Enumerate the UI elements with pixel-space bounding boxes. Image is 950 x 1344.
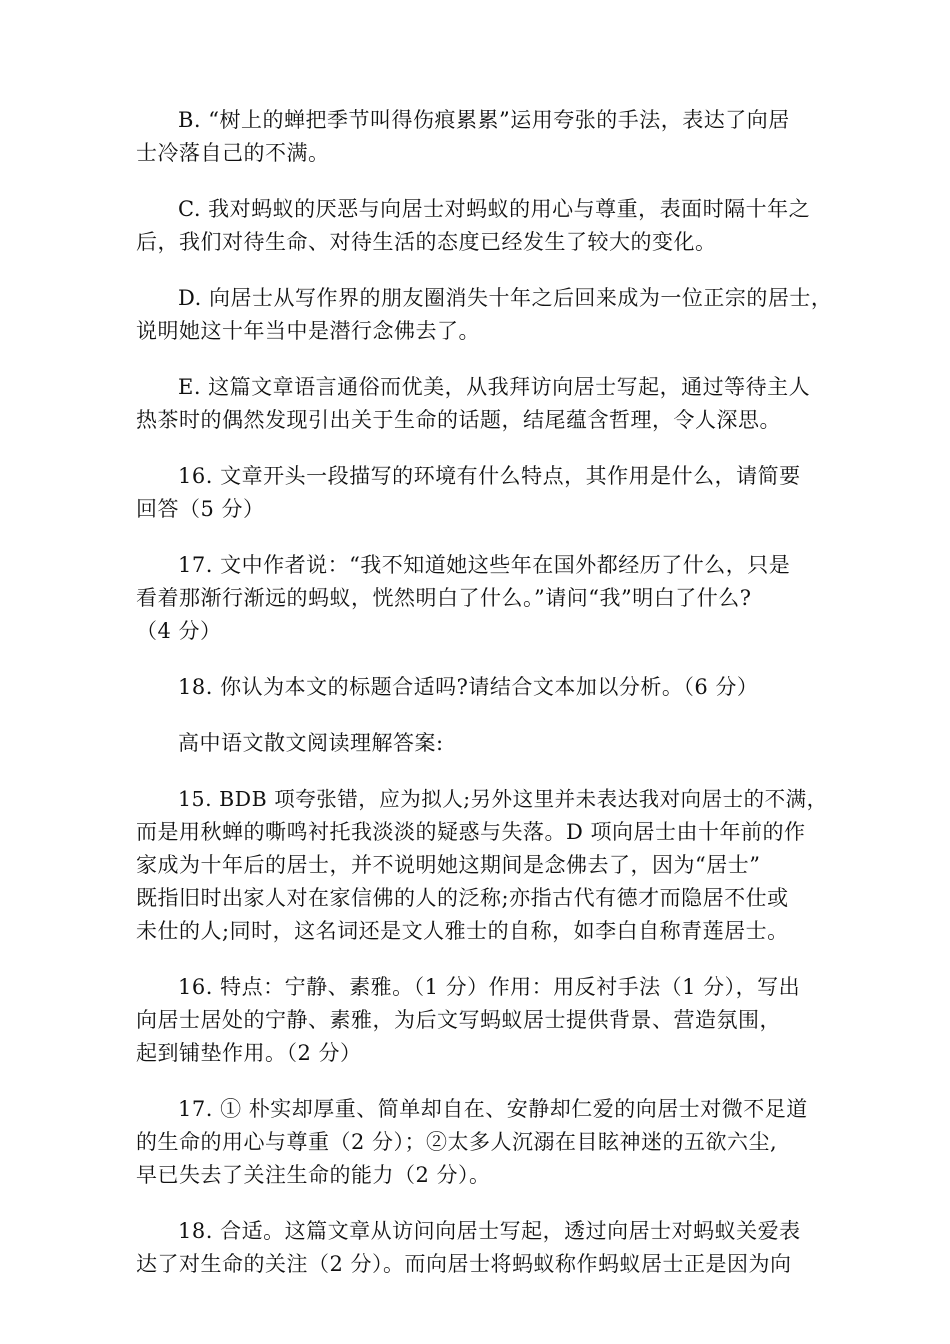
answer-16-paragraph (136, 971, 836, 1070)
text-line: C. 我对蚂蚁的厌恶与向居士对蚂蚁的用心与尊重，表面时隔十年之 (178, 197, 811, 221)
option-b-paragraph (136, 104, 836, 170)
option-c-paragraph (136, 193, 836, 259)
text-line: 16. 文章开头一段描写的环境有什么特点，其作用是什么，请简要 (178, 464, 801, 488)
text-line: 而是用秋蝉的嘶鸣衬托我淡淡的疑惑与失落。D 项向居士由十年前的作 (136, 820, 806, 844)
answer-18-paragraph (136, 1215, 836, 1281)
answer-15-paragraph (136, 783, 836, 948)
option-d-paragraph (136, 282, 836, 348)
answers-heading (136, 727, 836, 760)
text-line: 17. ① 朴实却厚重、简单却自在、安静却仁爱的向居士对微不足道 (178, 1097, 808, 1121)
text-line: 后，我们对待生命、对待生活的态度已经发生了较大的变化。 (136, 230, 717, 254)
answer-17-paragraph (136, 1093, 836, 1192)
text-line: 高中语文散文阅读理解答案: (178, 731, 444, 755)
text-line: D. 向居士从写作界的朋友圈消失十年之后回来成为一位正宗的居士， (178, 286, 833, 310)
question-18-paragraph (136, 671, 836, 704)
text-line: 的生命的用心与尊重（2 分）；②太多人沉溺在目眩神迷的五欲六尘, (136, 1130, 778, 1154)
text-line: 18. 你认为本文的标题合适吗?请结合文本加以分析。（6 分） (178, 675, 759, 699)
text-line: E. 这篇文章语言通俗而优美，从我拜访向居士写起，通过等待主人 (178, 375, 811, 399)
document-body (136, 104, 836, 1304)
option-e-paragraph (136, 371, 836, 437)
question-17-paragraph (136, 549, 836, 648)
text-line: 说明她这十年当中是潜行念佛去了。 (136, 319, 480, 343)
text-line: 回答（5 分） (136, 497, 265, 521)
text-line: 达了对生命的关注（2 分）。而向居士将蚂蚁称作蚂蚁居士正是因为向 (136, 1252, 792, 1276)
question-16-paragraph (136, 460, 836, 526)
text-line: 17. 文中作者说：“我不知道她这些年在国外都经历了什么，只是 (178, 553, 791, 577)
text-line: 士冷落自己的不满。 (136, 141, 330, 165)
text-line: 既指旧时出家人对在家信佛的人的泛称;亦指古代有德才而隐居不仕或 (136, 886, 789, 910)
text-line: B. “树上的蝉把季节叫得伤痕累累”运用夸张的手法，表达了向居 (178, 108, 790, 132)
text-line: 16. 特点：宁静、素雅。（1 分）作用：用反衬手法（1 分），写出 (178, 975, 801, 999)
text-line: 热茶时的偶然发现引出关于生命的话题，结尾蕴含哲理，令人深思。 (136, 408, 781, 432)
text-line: 向居士居处的宁静、素雅，为后文写蚂蚁居士提供背景、营造氛围， (136, 1008, 781, 1032)
text-line: 早已失去了关注生命的能力（2 分）。 (136, 1163, 491, 1187)
text-line: 15. BDB 项夸张错，应为拟人;另外这里并未表达我对向居士的不满， (178, 787, 828, 811)
text-line: 未仕的人;同时，这名词还是文人雅士的自称，如李白自称青莲居士。 (136, 919, 789, 943)
text-line: 18. 合适。这篇文章从访问向居士写起，透过向居士对蚂蚁关爱表 (178, 1219, 801, 1243)
text-line: 起到铺垫作用。（2 分） (136, 1041, 362, 1065)
text-line: （4 分） (136, 619, 222, 643)
text-line: 家成为十年后的居士，并不说明她这期间是念佛去了，因为“居士” (136, 853, 761, 877)
text-line: 看着那渐行渐远的蚂蚁，恍然明白了什么。”请问“我”明白了什么? (136, 586, 752, 610)
